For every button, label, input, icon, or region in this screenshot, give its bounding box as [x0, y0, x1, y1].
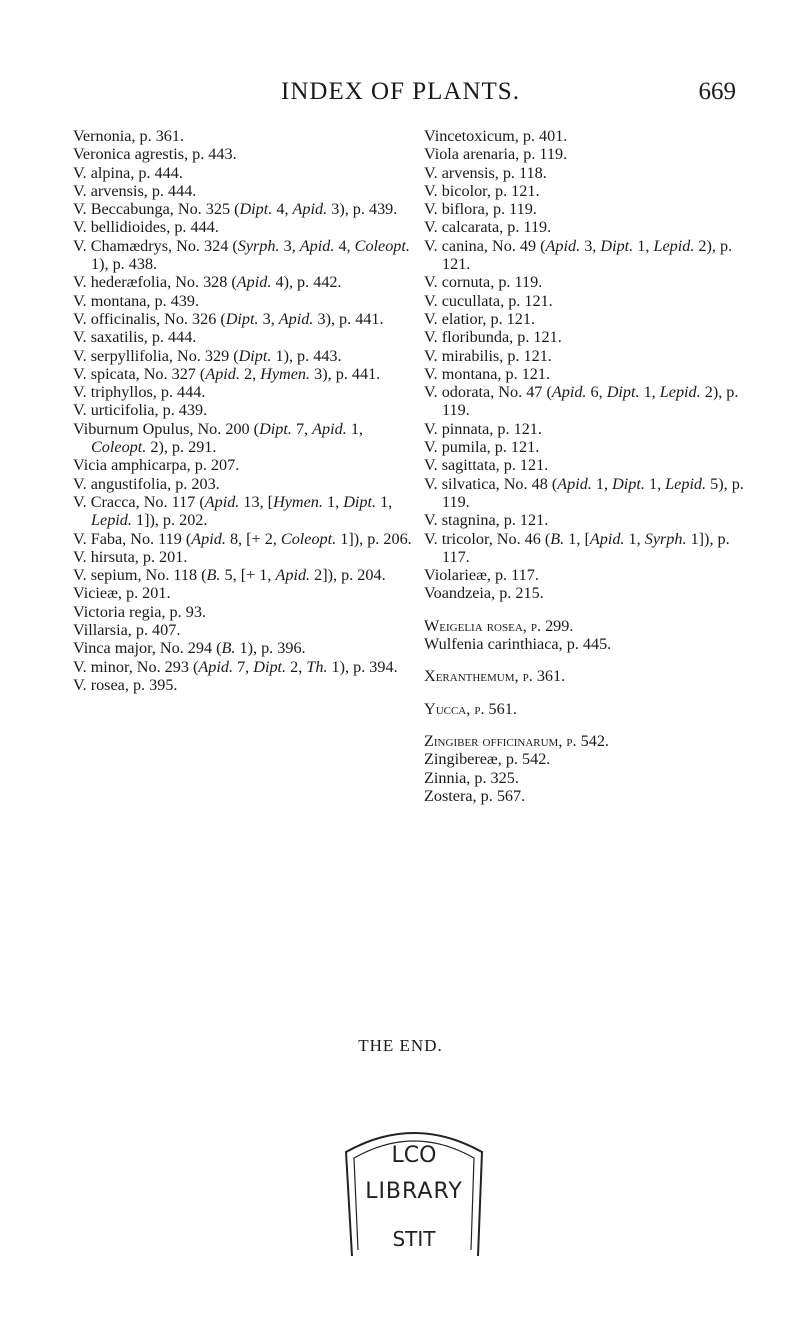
index-entry	[424, 438, 754, 456]
index-entry-text: Vincetoxicum, p. 401.	[424, 127, 568, 145]
index-entry-text: Voandzeia, p. 215.	[424, 584, 544, 603]
index-entry-text: V. cucullata, p. 121.	[424, 291, 553, 310]
index-entry-text: 8, [+ 2,	[225, 529, 281, 548]
index-entry-text: 2,	[286, 657, 307, 676]
the-end-text: THE END.	[358, 1036, 443, 1055]
index-entry-italic-text: Dipt.	[239, 200, 273, 219]
index-entry	[424, 145, 754, 163]
index-entry-text: Yucca, p. 561.	[424, 699, 517, 718]
index-entry-text: V. hederæfolia, No. 328 (	[73, 273, 237, 292]
index-entry-text: Zingiber officinarum, p. 542.	[424, 731, 609, 750]
index-entry-italic-text: Coleopt.	[91, 438, 147, 457]
index-entry-italic-text: Dipt.	[600, 236, 634, 255]
index-entry	[73, 383, 415, 401]
index-entry-text: Weigelia rosea, p. 299.	[424, 616, 574, 635]
index-entry-text: Xeranthemum, p. 361.	[424, 667, 566, 686]
index-entry	[73, 273, 415, 291]
index-entry-italic-text: Dipt.	[606, 383, 640, 402]
index-entry	[73, 182, 415, 200]
index-entry-italic-text: Dipt.	[238, 346, 272, 365]
index-entry-text: 1]), p. 202.	[131, 511, 208, 530]
index-entry	[424, 218, 754, 236]
index-entry	[73, 566, 415, 584]
index-entry	[424, 383, 754, 420]
index-entry-text: Vernonia, p. 361.	[73, 127, 185, 145]
index-entry	[424, 787, 754, 805]
index-entry	[73, 200, 415, 218]
index-entry-text: Vicia amphicarpa, p. 207.	[73, 456, 240, 475]
index-entry-text: 1), p. 394.	[327, 657, 398, 676]
index-entry	[424, 584, 754, 602]
index-entry	[424, 511, 754, 529]
index-entry-text: 1), p. 438.	[91, 255, 158, 274]
index-entry-italic-text: Apid.	[198, 657, 234, 676]
index-entry	[73, 548, 415, 566]
index-entry	[424, 750, 754, 768]
index-entry-text: V. triphyllos, p. 444.	[73, 383, 206, 402]
index-entry-text: V. bicolor, p. 121.	[424, 181, 540, 200]
index-entry-text: 1), p. 443.	[271, 346, 342, 365]
index-entry-text: Villarsia, p. 407.	[73, 621, 181, 640]
page-title: INDEX OF PLANTS.	[281, 78, 520, 105]
index-entry	[73, 676, 415, 694]
index-entry-text: V. floribunda, p. 121.	[424, 328, 562, 347]
index-entry-text: 1,	[624, 529, 645, 548]
index-entry-italic-text: Apid.	[275, 566, 311, 585]
index-entry	[424, 420, 754, 438]
index-entry-text: 3,	[580, 236, 601, 255]
index-entry-text: 1,	[644, 474, 666, 493]
index-entry-italic-text: Apid.	[589, 529, 625, 548]
index-entry	[73, 127, 415, 145]
index-entry	[424, 769, 754, 787]
index-entry	[73, 621, 415, 639]
index-entry	[424, 200, 754, 218]
index-entry-text: 1,	[591, 474, 613, 493]
index-entry-text: 3), p. 441.	[310, 364, 381, 383]
index-entry	[424, 273, 754, 291]
index-entry-text: 13, [	[239, 492, 274, 511]
index-entry-text: Vinca major, No. 294 (	[73, 639, 222, 658]
index-entry-text: 2), p. 119.	[442, 383, 739, 420]
index-entry-text: 4,	[272, 200, 293, 219]
index-entry-text: Zinnia, p. 325.	[424, 768, 519, 787]
index-entry-italic-text: Apid.	[205, 364, 240, 383]
index-entry	[424, 700, 754, 718]
index-entry-text: V. minor, No. 293 (	[73, 657, 199, 676]
index-entry-text: 3,	[279, 236, 300, 255]
library-stamp-seal	[324, 1118, 504, 1268]
index-entry-text: V. Faba, No. 119 (	[73, 529, 192, 548]
index-entry	[73, 310, 415, 328]
index-entry-text: 1,	[346, 419, 363, 438]
index-entry	[73, 493, 415, 530]
index-entry-text: Viola arenaria, p. 119.	[424, 145, 568, 164]
index-entry	[73, 347, 415, 365]
index-entry-italic-text: Dipt.	[253, 657, 287, 676]
index-entry-text: V. sagittata, p. 121.	[424, 456, 549, 475]
index-column-right	[424, 127, 754, 805]
index-entry	[424, 182, 754, 200]
index-entry-text: 5), p. 119.	[442, 474, 744, 511]
index-entry	[73, 658, 415, 676]
index-entry-italic-text: Lepid.	[659, 383, 701, 402]
index-column-left	[73, 127, 415, 694]
index-entry-text: 3), p. 439.	[327, 200, 398, 219]
index-entry	[73, 401, 415, 419]
index-entry-text: 1,	[639, 383, 660, 402]
index-entry	[73, 292, 415, 310]
index-entry-text: Victoria regia, p. 93.	[73, 602, 206, 621]
index-entry-text: Vicieæ, p. 201.	[73, 584, 171, 603]
index-entry	[424, 475, 754, 512]
index-entry-italic-text: Dipt.	[612, 474, 645, 493]
index-entry	[424, 127, 754, 145]
index-entry-text: Zostera, p. 567.	[424, 786, 526, 805]
index-entry-text: V. hirsuta, p. 201.	[73, 547, 188, 566]
index-entry	[73, 218, 415, 236]
index-entry	[424, 530, 754, 567]
index-entry-text: V. bellidioides, p. 444.	[73, 218, 219, 237]
index-entry	[73, 328, 415, 346]
index-entry-text: V. saxatilis, p. 444.	[73, 328, 197, 347]
index-entry-italic-text: Lepid.	[665, 474, 707, 493]
index-entry-text: V. stagnina, p. 121.	[424, 511, 549, 530]
index-entry-text: 4), p. 442.	[271, 273, 342, 292]
index-entry	[73, 145, 415, 163]
index-entry-text: V. montana, p. 121.	[424, 364, 551, 383]
index-entry-text: 2), p. 121.	[442, 236, 733, 274]
stamp-bottom-text: STIT	[392, 1227, 436, 1251]
index-entry-italic-text: Hymen.	[260, 364, 311, 383]
index-entry-text: V. cornuta, p. 119.	[424, 273, 543, 292]
index-entry	[73, 639, 415, 657]
index-entry	[73, 420, 415, 457]
index-entry	[73, 603, 415, 621]
index-entry-italic-text: Apid.	[278, 309, 314, 328]
index-entry-italic-text: Lepid.	[91, 511, 132, 530]
index-entry-text: Viburnum Opulus, No. 200 (	[73, 419, 260, 438]
index-entry-text: V. arvensis, p. 444.	[73, 181, 197, 200]
index-entry	[73, 164, 415, 182]
index-entry-text: V. pinnata, p. 121.	[424, 419, 542, 438]
index-entry-text: V. montana, p. 439.	[73, 291, 200, 310]
index-entry-text: 7,	[233, 657, 254, 676]
index-entry	[424, 347, 754, 365]
page-number: 669	[698, 78, 736, 105]
index-entry-italic-text: Lepid.	[653, 236, 695, 255]
index-entry	[424, 310, 754, 328]
index-entry-text: V. Beccabunga, No. 325 (	[73, 200, 240, 219]
index-entry-text: V. sepium, No. 118 (	[73, 566, 207, 585]
index-entry-text: V. Cracca, No. 117 (	[73, 492, 205, 511]
index-entry-text: 2), p. 291.	[146, 438, 217, 457]
index-entry-italic-text: Apid.	[236, 273, 272, 292]
index-entry-text: V. alpina, p. 444.	[73, 163, 183, 182]
index-entry-text: V. canina, No. 49 (	[424, 236, 546, 255]
index-entry-italic-text: Dipt.	[225, 309, 259, 328]
index-entry-text: Veronica agrestis, p. 443.	[73, 145, 237, 164]
index-entry-text: V. spicata, No. 327 (	[73, 364, 206, 383]
index-entry-text: V. rosea, p. 395.	[73, 675, 178, 694]
index-entry-italic-text: B.	[221, 639, 236, 658]
index-entry	[424, 237, 754, 274]
index-entry-italic-text: Syrph.	[237, 236, 280, 255]
index-entry-text: V. angustifolia, p. 203.	[73, 474, 220, 493]
index-entry-text: 1,	[376, 492, 393, 511]
index-entry-text: 2,	[239, 364, 261, 383]
index-entry-text: 7,	[291, 419, 313, 438]
index-entry-text: V. silvatica, No. 48 (	[424, 474, 558, 493]
index-entry	[424, 164, 754, 182]
index-entry-text: 4,	[334, 236, 355, 255]
index-entry	[73, 365, 415, 383]
index-entry	[424, 365, 754, 383]
index-entry-italic-text: Hymen.	[273, 492, 323, 511]
index-entry	[73, 456, 415, 474]
index-entry-text: V. odorata, No. 47 (	[424, 383, 552, 402]
index-entry	[73, 530, 415, 548]
index-entry	[424, 732, 754, 750]
index-entry-italic-text: Apid.	[204, 492, 240, 511]
index-entry-text: V. biflora, p. 119.	[424, 200, 537, 219]
index-entry-text: 1, [	[564, 529, 590, 548]
index-entry-italic-text: Apid.	[191, 529, 226, 548]
stamp-top-text: LCO	[391, 1143, 437, 1168]
index-entry-italic-text: Syrph.	[644, 529, 687, 548]
index-entry-text: Wulfenia carinthiaca, p. 445.	[424, 635, 612, 654]
index-entry-italic-text: Apid.	[557, 474, 592, 493]
library-stamp	[324, 1118, 504, 1268]
index-entry-italic-text: B.	[550, 529, 565, 548]
index-entry-text: 1]), p. 206.	[336, 529, 412, 548]
index-entry	[424, 617, 754, 635]
running-head	[0, 78, 801, 118]
index-entry-italic-text: Apid.	[545, 236, 581, 255]
index-entry-text: V. elatior, p. 121.	[424, 309, 536, 328]
index-entry	[424, 566, 754, 584]
index-entry-text: Zingibereæ, p. 542.	[424, 750, 551, 769]
index-entry-text: V. pumila, p. 121.	[424, 438, 540, 457]
index-entry-text: 1,	[322, 492, 344, 511]
index-entry-italic-text: B.	[206, 566, 221, 585]
index-entry-text: 2]), p. 204.	[310, 566, 386, 585]
index-entry-italic-text: Coleopt.	[354, 236, 410, 255]
index-entry-text: 3,	[258, 309, 279, 328]
index-entry-italic-text: Apid.	[551, 383, 587, 402]
index-entry-text: 1]), p. 117.	[442, 529, 730, 566]
index-entry-text: 1,	[633, 236, 654, 255]
index-entry-text: 6,	[586, 383, 607, 402]
index-entry	[73, 584, 415, 602]
index-entry	[424, 667, 754, 685]
index-entry-italic-text: Th.	[306, 657, 328, 676]
index-entry-text: V. Chamædrys, No. 324 (	[73, 236, 238, 255]
index-entry-italic-text: Apid.	[299, 236, 335, 255]
index-entry-italic-text: Apid.	[292, 200, 328, 219]
index-entry-text: Violarieæ, p. 117.	[424, 566, 539, 585]
index-entry-text: 3), p. 441.	[313, 309, 384, 328]
index-entry-text: V. arvensis, p. 118.	[424, 163, 547, 182]
index-entry-text: V. mirabilis, p. 121.	[424, 346, 552, 365]
index-entry-text: V. serpyllifolia, No. 329 (	[73, 346, 239, 365]
index-entry	[73, 237, 415, 274]
index-entry	[424, 635, 754, 653]
index-entry-italic-text: Dipt.	[343, 492, 377, 511]
index-entry-text: V. urticifolia, p. 439.	[73, 401, 208, 420]
index-entry-italic-text: Apid.	[312, 419, 347, 438]
index-entry	[73, 475, 415, 493]
index-entry-text: 5, [+ 1,	[220, 566, 276, 585]
index-entry	[424, 292, 754, 310]
index-entry-text: V. officinalis, No. 326 (	[73, 309, 226, 328]
index-entry	[424, 456, 754, 474]
index-entry-text: V. calcarata, p. 119.	[424, 218, 552, 237]
index-entry-italic-text: Coleopt.	[280, 529, 337, 548]
index-entry-text: 1), p. 396.	[235, 639, 306, 658]
index-entry	[424, 328, 754, 346]
index-entry-italic-text: Dipt.	[259, 419, 292, 438]
stamp-middle-text: LIBRARY	[365, 1179, 463, 1204]
index-entry-text: V. tricolor, No. 46 (	[424, 529, 551, 548]
